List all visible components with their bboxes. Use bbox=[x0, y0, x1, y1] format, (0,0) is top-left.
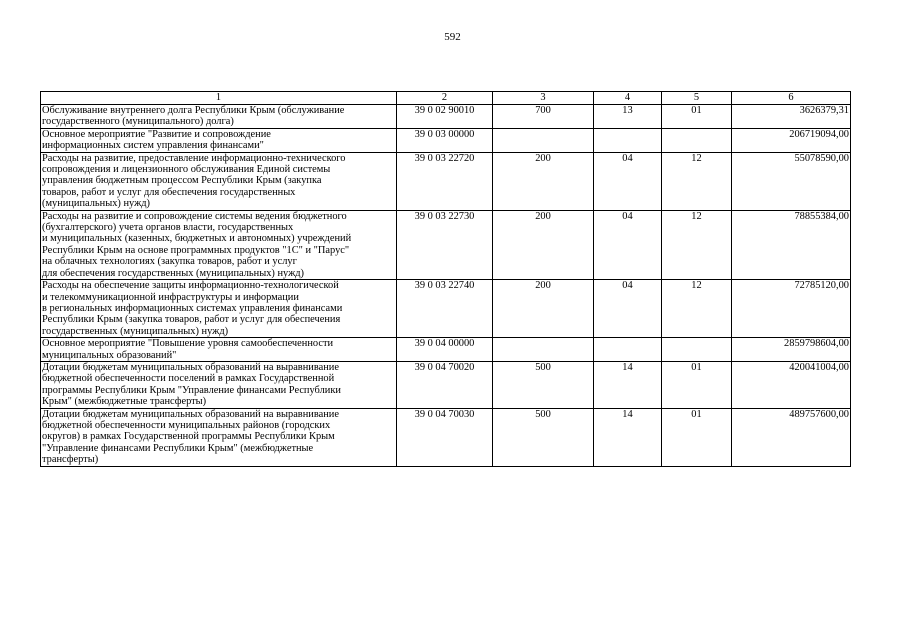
table-row bbox=[41, 361, 851, 408]
description-line: Крым" (межбюджетные трансферты) bbox=[42, 396, 207, 408]
table-row bbox=[41, 280, 851, 338]
description-line: программы Республики Крым "Управление финансами Республики bbox=[42, 384, 341, 396]
expense-type-cell: 200 bbox=[493, 210, 594, 279]
description-line: Расходы на развитие и сопровождение системы ведения бюджетного bbox=[42, 210, 347, 222]
amount-cell: 55078590,00 bbox=[732, 152, 851, 210]
column-header: 1 bbox=[41, 92, 397, 105]
description-line: Республики Крым (закупка товаров, работ и услуг для обеспечения bbox=[42, 314, 341, 326]
expense-type-cell: 500 bbox=[493, 361, 594, 408]
subsection-cell: 01 bbox=[662, 361, 732, 408]
column-header: 2 bbox=[397, 92, 493, 105]
section-cell: 14 bbox=[594, 408, 662, 466]
expense-type-cell bbox=[493, 338, 594, 362]
description-cell bbox=[41, 152, 397, 210]
description-line: округов) в рамках Государственной программы Республики Крым bbox=[42, 431, 335, 443]
expense-type-cell: 500 bbox=[493, 408, 594, 466]
description-line: в региональных информационных системах управления финансами bbox=[42, 302, 343, 314]
table-row bbox=[41, 152, 851, 210]
description-line: Обслуживание внутреннего долга Республики Крым (обслуживание bbox=[42, 105, 345, 116]
expense-type-cell: 200 bbox=[493, 152, 594, 210]
table-row bbox=[41, 408, 851, 466]
budget-table bbox=[40, 91, 851, 467]
description-cell bbox=[41, 361, 397, 408]
section-cell bbox=[594, 128, 662, 152]
column-header: 5 bbox=[662, 92, 732, 105]
section-cell: 04 bbox=[594, 280, 662, 338]
description-line: Основное мероприятие "Развитие и сопровождение bbox=[42, 128, 271, 140]
amount-cell: 78855384,00 bbox=[732, 210, 851, 279]
description-line: Дотации бюджетам муниципальных образований на выравнивание bbox=[42, 408, 339, 420]
budget-code-cell: 39 0 03 00000 bbox=[397, 128, 493, 152]
section-cell: 13 bbox=[594, 105, 662, 129]
description-cell bbox=[41, 105, 397, 129]
budget-code-cell: 39 0 02 90010 bbox=[397, 105, 493, 129]
section-cell bbox=[594, 338, 662, 362]
table-row bbox=[41, 338, 851, 362]
description-line: управления бюджетным процессом Республики Крым (закупка bbox=[42, 175, 322, 187]
amount-cell: 206719094,00 bbox=[732, 128, 851, 152]
description-cell bbox=[41, 128, 397, 152]
budget-code-cell: 39 0 03 22740 bbox=[397, 280, 493, 338]
amount-cell: 2859798604,00 bbox=[732, 338, 851, 362]
table-header-row bbox=[41, 92, 851, 105]
amount-cell: 3626379,31 bbox=[732, 105, 851, 129]
section-cell: 14 bbox=[594, 361, 662, 408]
description-line: (бухгалтерского) учета органов власти, государственных bbox=[42, 222, 294, 234]
description-line: бюджетной обеспеченности поселений в рамках Государственной bbox=[42, 373, 335, 385]
description-line: муниципальных образований" bbox=[42, 349, 177, 361]
budget-code-cell: 39 0 04 70030 bbox=[397, 408, 493, 466]
table-row bbox=[41, 105, 851, 129]
description-line: сопровождения и лицензионного обслуживания Единой системы bbox=[42, 164, 331, 176]
column-header: 6 bbox=[732, 92, 851, 105]
budget-code-cell: 39 0 04 70020 bbox=[397, 361, 493, 408]
description-line: Дотации бюджетам муниципальных образований на выравнивание bbox=[42, 361, 339, 373]
column-header: 3 bbox=[493, 92, 594, 105]
description-cell bbox=[41, 338, 397, 362]
description-line: (муниципальных) нужд) bbox=[42, 198, 151, 210]
description-cell bbox=[41, 280, 397, 338]
subsection-cell: 12 bbox=[662, 210, 732, 279]
description-line: Республики Крым на основе программных продуктов "1С" и "Парус" bbox=[42, 244, 350, 256]
amount-cell: 72785120,00 bbox=[732, 280, 851, 338]
description-line: бюджетной обеспеченности муниципальных районов (городских bbox=[42, 419, 331, 431]
budget-code-cell: 39 0 03 22730 bbox=[397, 210, 493, 279]
description-line: Основное мероприятие "Повышение уровня самообеспеченности bbox=[42, 338, 334, 350]
description-line: на облачных технологиях (закупка товаров, работ и услуг bbox=[42, 256, 297, 268]
description-line: государственного (муниципального) долга) bbox=[42, 116, 234, 128]
expense-type-cell: 700 bbox=[493, 105, 594, 129]
budget-code-cell: 39 0 03 22720 bbox=[397, 152, 493, 210]
subsection-cell: 01 bbox=[662, 105, 732, 129]
description-line: для обеспечения государственных (муниципальных) нужд) bbox=[42, 267, 304, 279]
expense-type-cell: 200 bbox=[493, 280, 594, 338]
subsection-cell: 12 bbox=[662, 280, 732, 338]
description-line: и муниципальных (казенных, бюджетных и автономных) учреждений bbox=[42, 233, 352, 245]
description-line: информационных систем управления финансами" bbox=[42, 140, 264, 152]
subsection-cell bbox=[662, 338, 732, 362]
description-line: Расходы на развитие, предоставление информационно-технического bbox=[42, 152, 346, 164]
amount-cell: 420041004,00 bbox=[732, 361, 851, 408]
subsection-cell: 01 bbox=[662, 408, 732, 466]
column-header: 4 bbox=[594, 92, 662, 105]
table-body bbox=[41, 105, 851, 467]
expense-type-cell bbox=[493, 128, 594, 152]
table-row bbox=[41, 210, 851, 279]
description-line: "Управление финансами Республики Крым" (межбюджетные bbox=[42, 442, 314, 454]
description-cell bbox=[41, 210, 397, 279]
budget-code-cell: 39 0 04 00000 bbox=[397, 338, 493, 362]
amount-cell: 489757600,00 bbox=[732, 408, 851, 466]
page-number: 592 bbox=[444, 31, 461, 43]
section-cell: 04 bbox=[594, 210, 662, 279]
description-line: Расходы на обеспечение защиты информационно-технологической bbox=[42, 280, 339, 292]
subsection-cell: 12 bbox=[662, 152, 732, 210]
table-row bbox=[41, 128, 851, 152]
description-cell bbox=[41, 408, 397, 466]
subsection-cell bbox=[662, 128, 732, 152]
description-line: и телекоммуникационной инфраструктуры и информации bbox=[42, 291, 299, 303]
description-line: государственных (муниципальных) нужд) bbox=[42, 325, 229, 337]
section-cell: 04 bbox=[594, 152, 662, 210]
description-line: трансферты) bbox=[42, 454, 99, 466]
description-line: товаров, работ и услуг для обеспечения государственных bbox=[42, 186, 296, 198]
